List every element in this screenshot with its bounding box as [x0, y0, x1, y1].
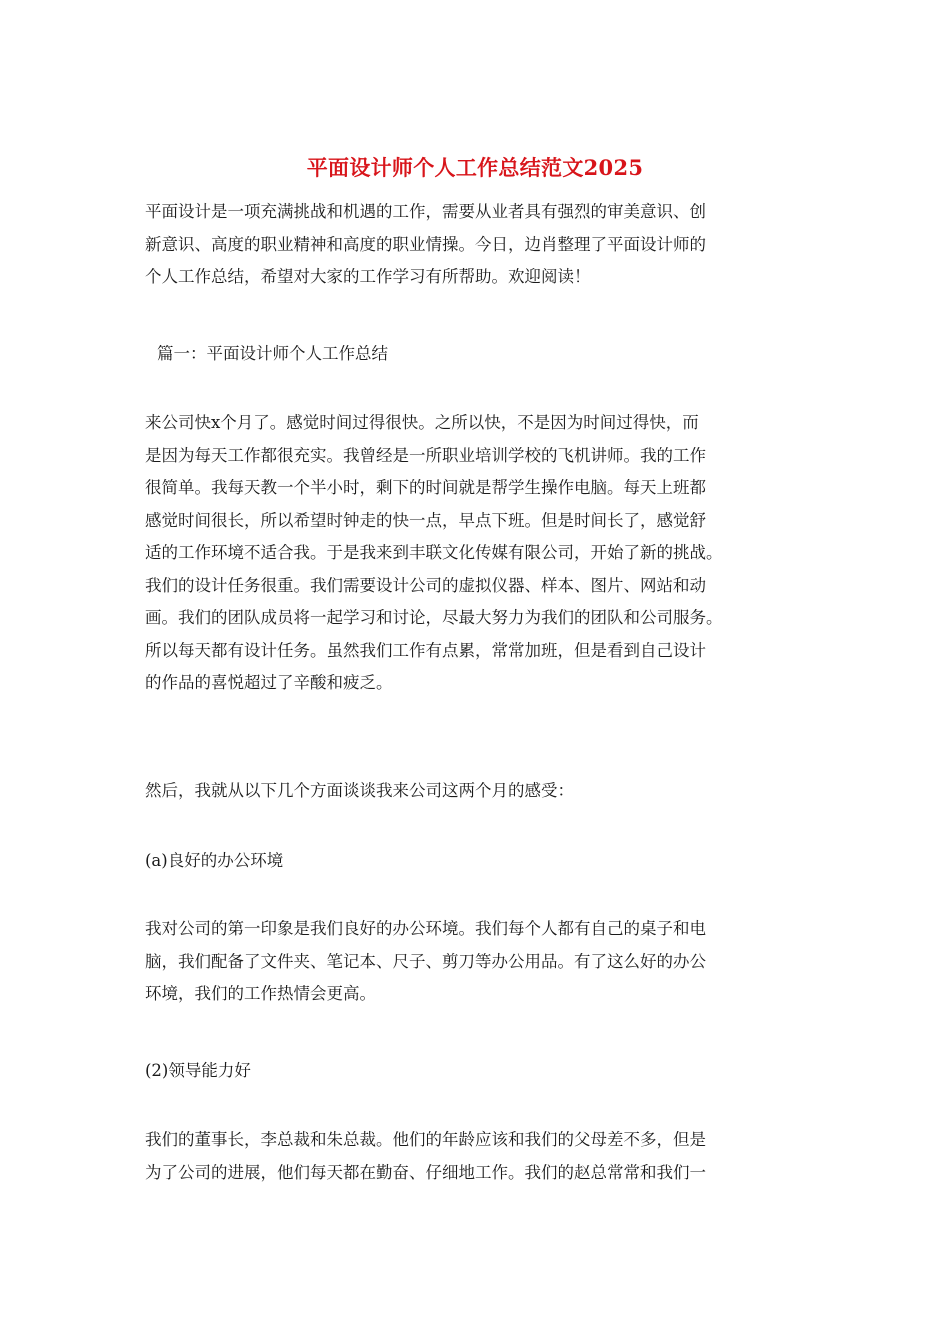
paragraph-line: 很简单。我每天教一个半小时，剩下的时间就是帮学生操作电脑。每天上班都: [145, 478, 706, 497]
paragraph-line: 我们的董事长，李总裁和朱总裁。他们的年龄应该和我们的父母差不多，但是: [145, 1130, 706, 1149]
paragraph-line: 的作品的喜悦超过了辛酸和疲乏。: [145, 673, 393, 692]
paragraph-line: 我对公司的第一印象是我们良好的办公环境。我们每个人都有自己的桌子和电: [145, 919, 706, 938]
intro-line: 平面设计是一项充满挑战和机遇的工作，需要从业者具有强烈的审美意识、创: [145, 202, 706, 221]
paragraph-line: 感觉时间很长，所以希望时钟走的快一点，早点下班。但是时间长了，感觉舒: [145, 510, 706, 530]
intro-paragraph: [145, 196, 815, 294]
section-heading: 篇一：平面设计师个人工作总结: [157, 344, 388, 363]
body-paragraph-2: 然后，我就从以下几个方面谈谈我来公司这两个月的感受：: [145, 781, 574, 800]
body-paragraph-1: [145, 407, 815, 700]
paragraph-line: 画。我们的团队成员将一起学习和讨论，尽最大努力为我们的团队和公司服务。: [145, 608, 723, 627]
paragraph-line: 脑，我们配备了文件夹、笔记本、尺子、剪刀等办公用品。有了这么好的办公: [145, 951, 706, 971]
intro-line: 新意识、高度的职业精神和高度的职业情操。今日，边肖整理了平面设计师的: [145, 234, 706, 254]
body-paragraph-4: [145, 1124, 815, 1189]
paragraph-line: 环境，我们的工作热情会更高。: [145, 984, 376, 1003]
body-paragraph-3: [145, 913, 815, 1011]
paragraph-line: 所以每天都有设计任务。虽然我们工作有点累，常常加班，但是看到自己设计: [145, 640, 706, 660]
item-2-heading: (2)领导能力好: [145, 1061, 251, 1080]
document-title: 平面设计师个人工作总结范文2025: [306, 155, 644, 180]
paragraph-line: 来公司快x个月了。感觉时间过得很快。之所以快，不是因为时间过得快，而: [145, 413, 699, 432]
paragraph-line: 为了公司的进展，他们每天都在勤奋、仔细地工作。我们的赵总常常和我们一: [145, 1162, 706, 1182]
paragraph-line: 适的工作环境不适合我。于是我来到丰联文化传媒有限公司，开始了新的挑战。: [145, 543, 723, 562]
intro-line: 个人工作总结，希望对大家的工作学习有所帮助。欢迎阅读！: [145, 267, 591, 286]
item-a-heading: (a)良好的办公环境: [145, 851, 284, 870]
paragraph-line: 是因为每天工作都很充实。我曾经是一所职业培训学校的飞机讲师。我的工作: [145, 445, 706, 465]
paragraph-line: 我们的设计任务很重。我们需要设计公司的虚拟仪器、样本、图片、网站和动: [145, 575, 706, 595]
